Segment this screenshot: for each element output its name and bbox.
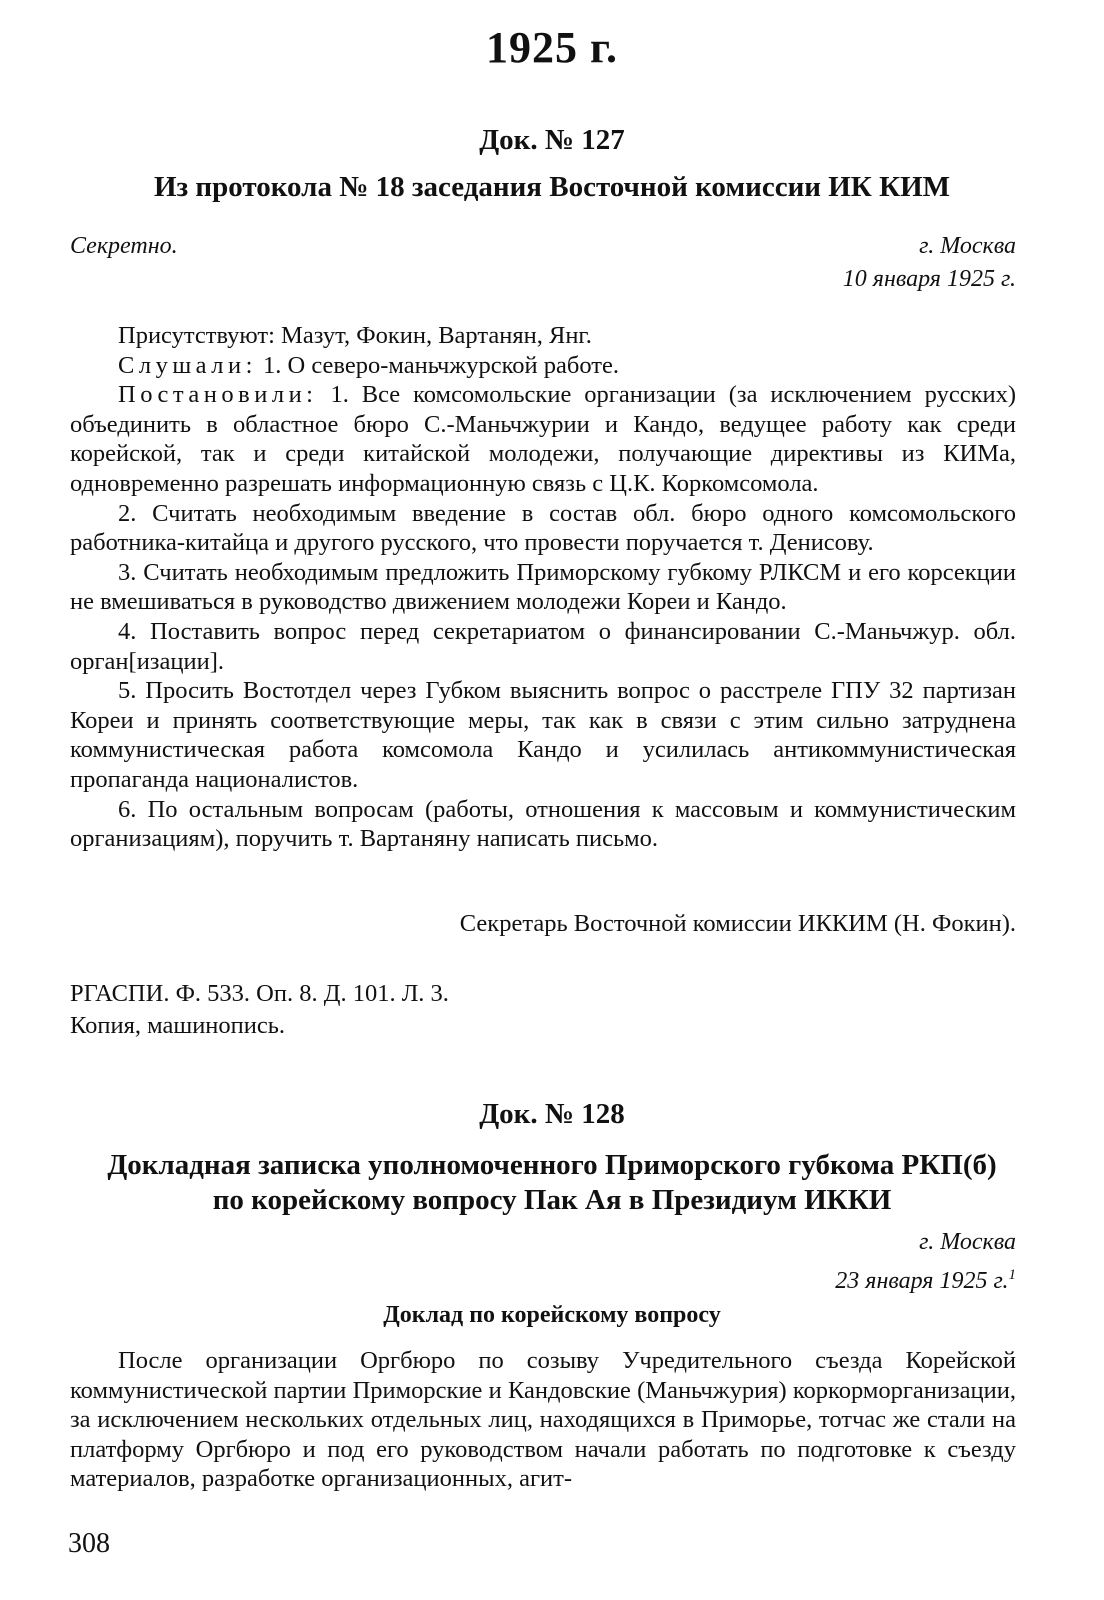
- doc-127-item: 5. Просить Востотдел через Губком выяснить вопрос о расстреле ГПУ 32 партизан Кореи и принять соответствующие меры, так как в связи с этим сильно затруднена коммунистическая работа комсомола Кандо и усилилась антикоммунистическая пропаганда националистов.: [70, 677, 1016, 793]
- doc-127-title: Из протокола № 18 заседания Восточной комиссии ИК КИМ: [153, 171, 951, 203]
- doc-127-resolved: [70, 380, 1016, 498]
- doc-128-number: Док. № 128: [479, 1098, 625, 1130]
- resolved-text: 1. Все комсомольские организации (за исключением русских) объединить в областное бюро С.-Маньчжурии и Кандо, ведущее работу как среди корейской, так и среди китайской молодежи, получающие директивы из КИМа, одновременно разрешать информационную связь с Ц.К. Коркомсомола.: [70, 381, 1016, 497]
- doc-127-item: 6. По остальным вопросам (работы, отношения к массовым и коммунистическим организациям), поручить т. Вартаняну написать письмо.: [70, 795, 1016, 853]
- doc-128-title-line-2: по корейскому вопросу Пак Ая в Президиум ИККИ: [212, 1184, 892, 1216]
- archive-reference: РГАСПИ. Ф. 533. Оп. 8. Д. 101. Л. 3.: [70, 980, 449, 1007]
- doc-127-present: Присутствуют: Мазут, Фокин, Вартанян, Янг.: [118, 322, 592, 349]
- doc-127-item: 3. Считать необходимым предложить Приморскому губкому РЛКСМ и его корсекции не вмешиваться в руководство движением молодежи Кореи и Кандо.: [70, 558, 1016, 616]
- doc-127-archive: [70, 978, 449, 1042]
- copy-note: Копия, машинопись.: [70, 1012, 286, 1039]
- doc-128-body: [70, 1346, 1016, 1494]
- doc-128-paragraph: После организации Оргбюро по созыву Учредительного съезда Корейской коммунистической партии Приморские и Кандовские (Маньчжурия) коркорморганизации, за исключением нескольких отдельных лиц, находящихся в Приморье, тотчас же стали на платформу Оргбюро и под его руководством начали работать по подготовке к съезду материалов, разработке организационных, агит-: [70, 1347, 1016, 1493]
- doc-127-date: 10 января 1925 г.: [842, 266, 1016, 292]
- doc-127-number: Док. № 127: [479, 124, 625, 156]
- year-heading: 1925 г.: [485, 23, 619, 72]
- footnote-mark: 1: [1008, 1267, 1016, 1283]
- heard-text: 1. О северо-маньчжурской работе.: [256, 351, 619, 379]
- doc-128-date: 23 января 1925 г.: [835, 1268, 1009, 1294]
- doc-128-title: [60, 1148, 1044, 1218]
- doc-128-title-line-1: Докладная записка уполномоченного Приморского губкома РКП(б): [107, 1149, 997, 1181]
- report-heading: Доклад по корейскому вопросу: [383, 1302, 721, 1328]
- doc-128-place-date: [835, 1226, 1016, 1298]
- doc-127-classification: Секретно.: [70, 233, 178, 259]
- page-number: 308: [68, 1528, 110, 1559]
- resolved-label: Постановили:: [118, 381, 318, 409]
- doc-127-place: г. Москва: [919, 233, 1016, 259]
- doc-127-item: 4. Поставить вопрос перед секретариатом о финансировании С.-Маньчжур. обл. орган[изации].: [70, 617, 1016, 675]
- heard-label: Слушали:: [118, 351, 257, 379]
- doc-127-place-date: [843, 230, 1016, 296]
- doc-128-date-line: [835, 1259, 1016, 1298]
- doc-127-body: [70, 321, 1016, 854]
- doc-128-place: г. Москва: [919, 1229, 1016, 1255]
- doc-127-signature: Секретарь Восточной комиссии ИККИМ (Н. Фокин).: [459, 910, 1016, 937]
- doc-127-heard: [70, 351, 1016, 381]
- doc-127-item: 2. Считать необходимым введение в состав обл. бюро одного комсомольского работника-китайца и другого русского, что провести поручается т. Денисову.: [70, 499, 1016, 557]
